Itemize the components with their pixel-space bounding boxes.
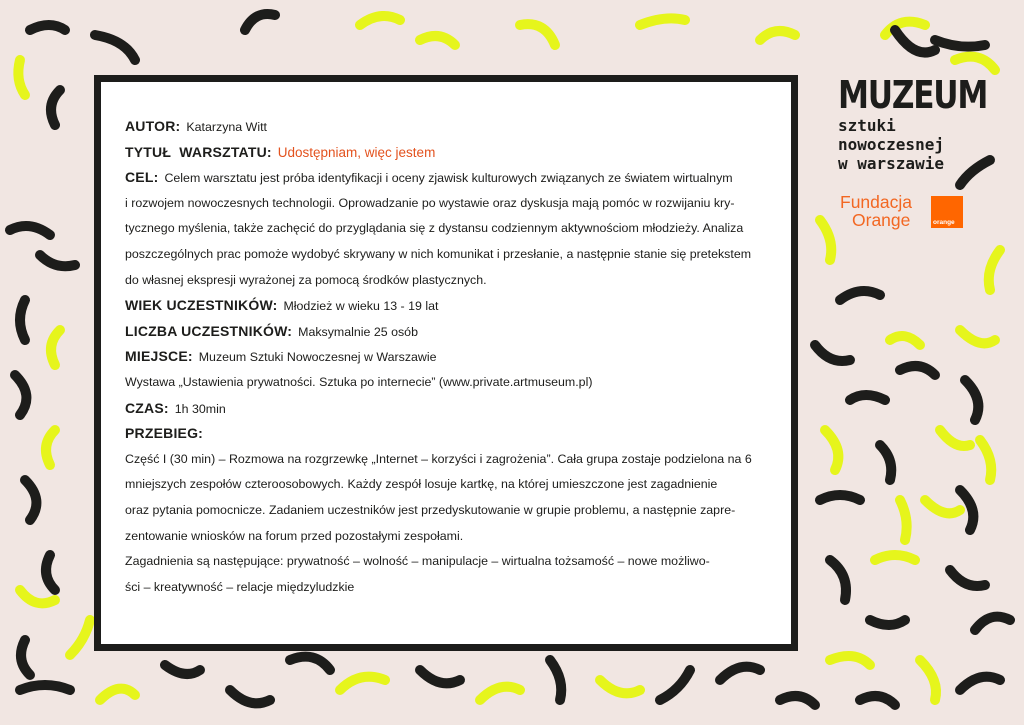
squiggle-shape xyxy=(51,90,60,125)
squiggle-shape xyxy=(870,620,905,625)
squiggle-shape xyxy=(20,590,55,603)
squiggle-shape xyxy=(895,30,935,53)
squiggle-shape xyxy=(165,665,200,674)
squiggle-shape xyxy=(51,330,60,365)
squiggle-shape xyxy=(960,330,995,343)
squiggle-shape xyxy=(100,689,135,700)
przebieg-line: zentowanie wniosków na forum przed pozostałymi zespołami. xyxy=(125,528,464,543)
squiggle-shape xyxy=(25,480,36,520)
czas-value: 1h 30min xyxy=(174,401,226,416)
squiggle-shape xyxy=(230,690,270,703)
squiggle-shape xyxy=(18,60,25,95)
cel-line: do własnej ekspresji wyrażonej za pomocą środków plastycznych. xyxy=(125,272,487,287)
przebieg-line: oraz pytania pomocnicze. Zadaniem uczestników jest przedyskutowanie w grupie problemu, a następnie zapre- xyxy=(125,502,736,517)
squiggle-shape xyxy=(95,35,135,60)
squiggle-shape xyxy=(975,617,1010,630)
wiek-row xyxy=(125,293,775,319)
autor-label: AUTOR: xyxy=(125,118,181,134)
fundacja-orange-logo xyxy=(838,193,978,229)
squiggle-shape xyxy=(780,696,815,705)
liczba-row xyxy=(125,319,775,345)
squiggle-shape xyxy=(840,291,880,300)
museum-logo-line: w warszawie xyxy=(838,154,944,173)
orange-square-logo xyxy=(931,196,963,228)
przebieg-label-row xyxy=(125,421,775,447)
miejsce-row xyxy=(125,344,775,370)
squiggle-shape xyxy=(940,430,970,446)
squiggle-shape xyxy=(46,430,55,465)
squiggle-shape xyxy=(980,440,991,480)
squiggle-shape xyxy=(890,336,920,345)
squiggle-shape xyxy=(20,685,70,690)
tytul-value: Udostępniam, więc jestem xyxy=(277,144,436,160)
tytul-row xyxy=(125,140,775,166)
tytul-label: TYTUŁ WARSZTATU: xyxy=(125,143,272,160)
orange-logo-text: orange xyxy=(933,219,955,226)
squiggle-shape xyxy=(830,560,846,600)
squiggle-shape xyxy=(900,500,907,540)
squiggle-shape xyxy=(925,500,960,513)
squiggle-shape xyxy=(850,395,885,400)
squiggle-shape xyxy=(600,680,640,693)
squiggle-shape xyxy=(480,687,520,700)
squiggle-shape xyxy=(820,495,860,500)
squiggle-shape xyxy=(960,677,1000,690)
squiggle-shape xyxy=(70,620,90,655)
museum-logo-title: MUZEUM xyxy=(838,73,988,117)
wiek-value: Młodzież w wieku 13 - 19 lat xyxy=(283,299,439,314)
squiggle-shape xyxy=(20,300,25,340)
squiggle-shape xyxy=(825,430,838,470)
squiggle-shape xyxy=(21,640,30,675)
przebieg-line: ści – kreatywność – relacje międzyludzkie xyxy=(125,579,355,594)
squiggle-shape xyxy=(760,31,795,40)
squiggle-shape xyxy=(965,380,978,420)
cel-line: Celem warsztatu jest próba identyfikacji i oceny zjawisk kulturowych związanych ze światem wirtualnym xyxy=(164,171,733,186)
squiggle-shape xyxy=(46,555,55,590)
squiggle-shape xyxy=(950,570,985,586)
przebieg-line: Zagadnienia są następujące: prywatność – wolność – manipulacje – wirtualna tożsamość – nowe możliwo- xyxy=(125,554,710,569)
squiggle-shape xyxy=(640,18,685,25)
liczba-label: LICZBA UCZESTNIKÓW: xyxy=(125,322,293,339)
squiggle-shape xyxy=(860,696,895,705)
museum-logo-line: sztuki xyxy=(838,116,896,135)
squiggle-shape xyxy=(30,25,65,30)
squiggle-shape xyxy=(360,16,400,25)
squiggle-shape xyxy=(245,14,275,30)
squiggle-shape xyxy=(40,255,75,266)
squiggle-shape xyxy=(830,656,870,665)
czas-row xyxy=(125,396,775,422)
autor-value: Katarzyna Witt xyxy=(186,120,267,134)
cel-row xyxy=(125,165,775,191)
squiggle-shape xyxy=(920,660,936,700)
squiggle-shape xyxy=(955,57,995,70)
miejsce-value: Muzeum Sztuki Nowoczesnej w Warszawie xyxy=(198,350,437,365)
squiggle-shape xyxy=(900,366,935,375)
wiek-label: WIEK UCZESTNIKÓW: xyxy=(125,297,278,314)
fundacja-line: Fundacja xyxy=(840,192,912,212)
miejsce-exhibition: Wystawa „Ustawienia prywatności. Sztuka po internecie” (www.private.artmuseum.pl) xyxy=(125,374,593,389)
cel-label: CEL: xyxy=(125,169,159,186)
squiggle-shape xyxy=(880,445,891,480)
miejsce-label: MIEJSCE: xyxy=(125,348,193,365)
workshop-sheet xyxy=(94,75,798,651)
cel-line: tycznego myślenia, także zachęcić do przyglądania się z dystansu codziennym aktywnościom młodzieży. Analiza xyxy=(125,221,744,236)
squiggle-shape xyxy=(660,670,690,700)
squiggle-shape xyxy=(520,24,555,45)
squiggle-shape xyxy=(989,250,1000,290)
autor-row xyxy=(125,114,775,140)
sheet-content xyxy=(125,114,775,600)
squiggle-shape xyxy=(420,36,455,45)
przebieg-line: Część I (30 min) – Rozmowa na rozgrzewkę „Internet – korzyści i zagrożenia”. Cała grupa zostaje podzielona na 6 xyxy=(125,451,752,466)
museum-logo xyxy=(838,74,1018,173)
squiggle-shape xyxy=(935,40,985,47)
cel-line: poszczególnych prac pomoże wydobyć skrywany w nich komunikat i przesłanie, a następnie stanie się pretekstem xyxy=(125,246,752,261)
orange-line: Orange xyxy=(852,210,911,230)
przebieg-label: PRZEBIEG: xyxy=(125,425,204,442)
squiggle-shape xyxy=(340,677,385,690)
squiggle-shape xyxy=(815,345,850,361)
cel-line: i rozwojem nowoczesnych technologii. Oprowadzanie po wystawie oraz dyskusja mają pomóc w rozwijaniu kry- xyxy=(125,195,735,210)
squiggle-shape xyxy=(15,375,26,415)
squiggle-shape xyxy=(820,220,831,260)
przebieg-line: mniejszych zespołów czteroosobowych. Każdy zespół losuje kartkę, na której umieszczone jest zagadnienie xyxy=(125,477,718,492)
museum-logo-line: nowoczesnej xyxy=(838,135,944,154)
squiggle-shape xyxy=(290,657,330,670)
squiggle-shape xyxy=(720,667,760,680)
liczba-value: Maksymalnie 25 osób xyxy=(298,324,418,339)
czas-label: CZAS: xyxy=(125,399,169,416)
squiggle-shape xyxy=(10,226,50,235)
squiggle-shape xyxy=(875,555,915,560)
squiggle-shape xyxy=(550,660,561,700)
squiggle-shape xyxy=(420,670,460,683)
